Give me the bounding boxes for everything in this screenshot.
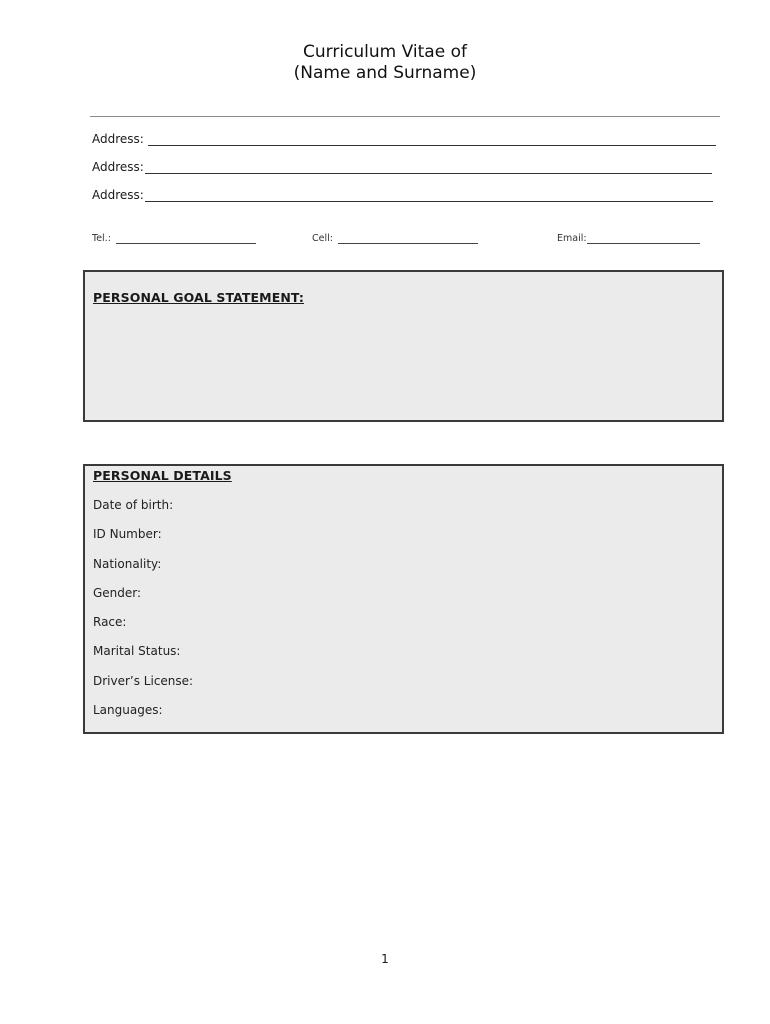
- address-row-3: [92, 186, 713, 202]
- field-date-of-birth: Date of birth:: [93, 498, 174, 512]
- cell-field[interactable]: [338, 234, 478, 244]
- cell-label: Cell:: [312, 233, 333, 244]
- address-label-2: Address:: [92, 160, 144, 174]
- address-field-2[interactable]: [145, 161, 712, 174]
- document-title-line1: Curriculum Vitae of: [303, 42, 467, 62]
- address-row-1: [92, 130, 716, 146]
- address-field-3[interactable]: [145, 189, 713, 202]
- header-divider: [90, 116, 720, 117]
- field-gender: Gender:: [93, 586, 142, 600]
- address-label-1: Address:: [92, 132, 144, 146]
- page-number: 1: [381, 952, 389, 966]
- address-label-3: Address:: [92, 188, 144, 202]
- field-id-number: ID Number:: [93, 527, 162, 541]
- cell-row: [312, 230, 478, 244]
- personal-goal-heading: PERSONAL GOAL STATEMENT:: [93, 290, 304, 305]
- email-label: Email:: [557, 233, 587, 244]
- tel-field[interactable]: [116, 234, 256, 244]
- personal-goal-box: [83, 270, 724, 422]
- field-nationality: Nationality:: [93, 557, 162, 571]
- personal-details-box: [83, 464, 724, 734]
- field-languages: Languages:: [93, 703, 163, 717]
- address-row-2: [92, 158, 712, 174]
- personal-details-heading: PERSONAL DETAILS: [93, 468, 232, 483]
- document-title-line2: (Name and Surname): [293, 63, 477, 83]
- field-marital-status: Marital Status:: [93, 644, 181, 658]
- field-drivers-license: Driver’s License:: [93, 674, 194, 688]
- address-field-1[interactable]: [148, 133, 716, 146]
- email-field[interactable]: [587, 234, 700, 244]
- field-race: Race:: [93, 615, 127, 629]
- email-row: [557, 230, 700, 244]
- tel-label: Tel.:: [92, 233, 111, 244]
- tel-row: [92, 230, 256, 244]
